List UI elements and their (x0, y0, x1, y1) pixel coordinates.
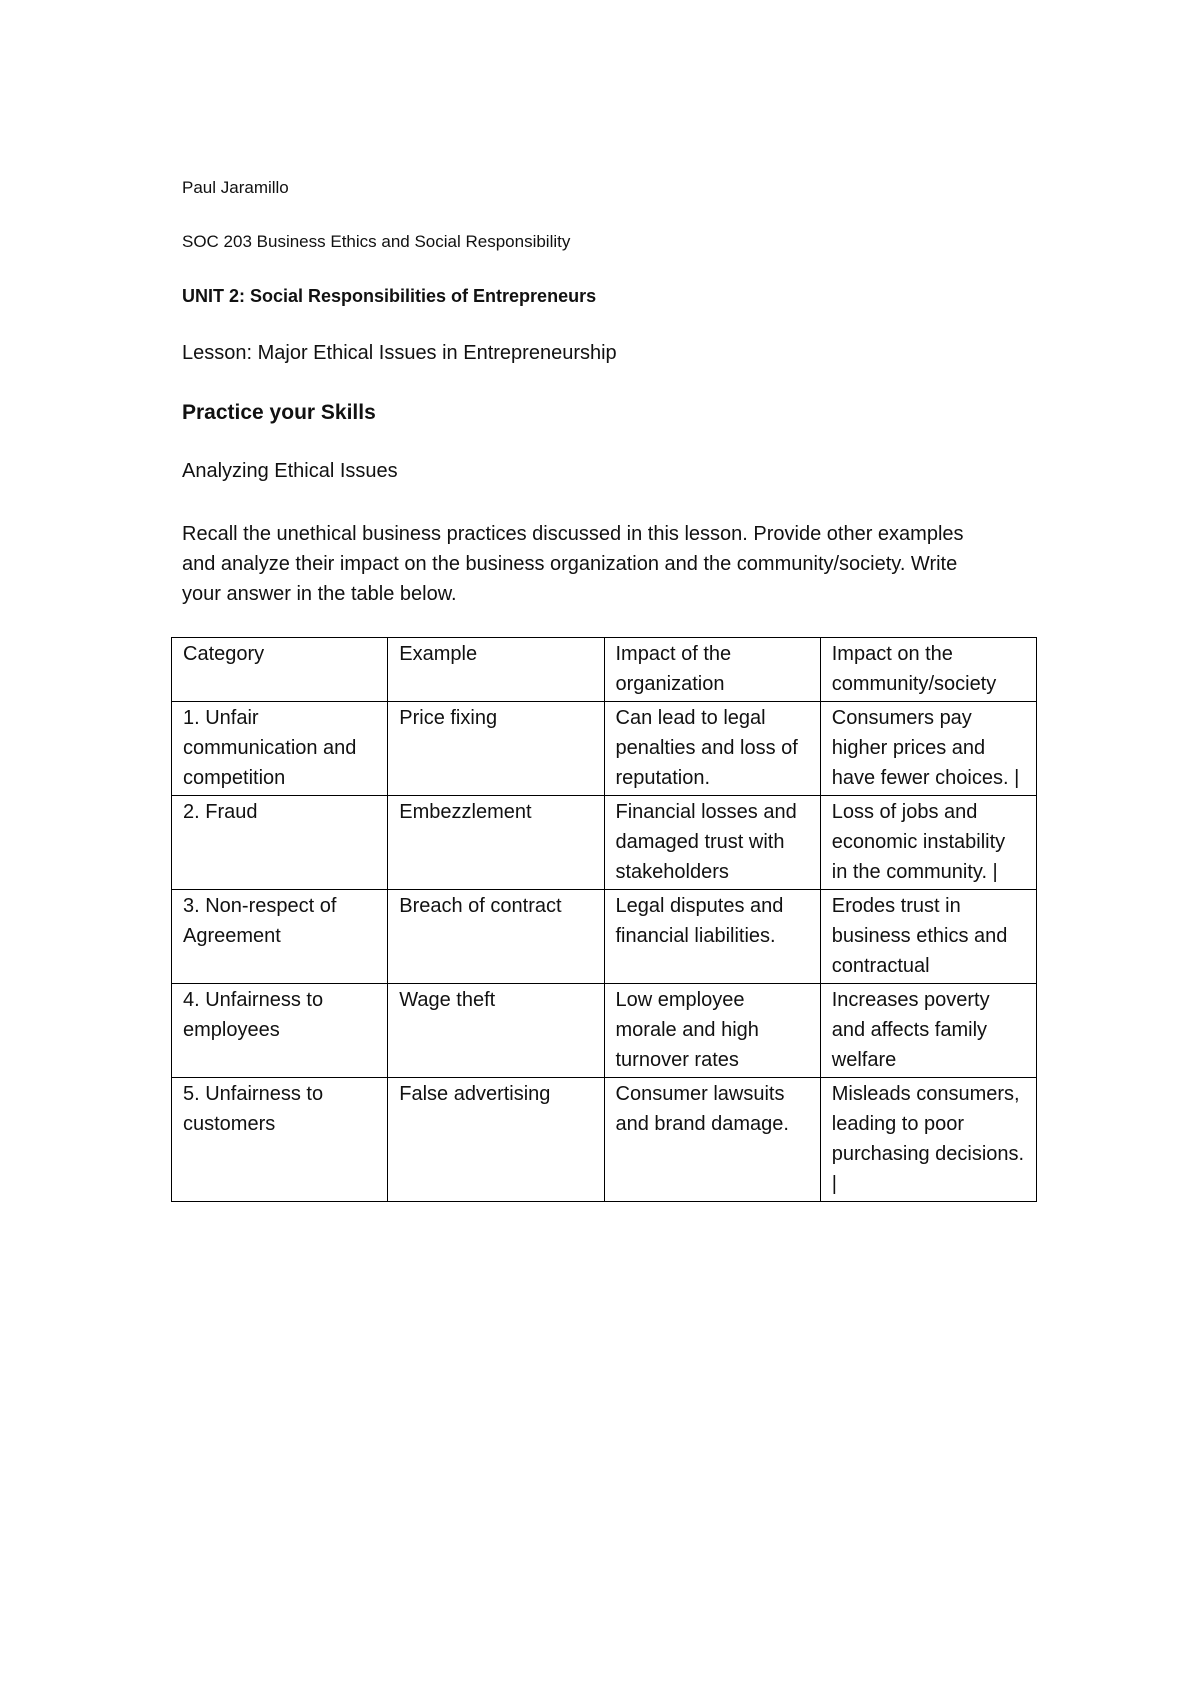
unit-title: UNIT 2: Social Responsibilities of Entrepreneurs (182, 286, 597, 306)
example-cell: Price fixing (388, 702, 604, 796)
table-header-row (172, 638, 1037, 702)
example-cell: Wage theft (388, 984, 604, 1078)
author-name: Paul Jaramillo (182, 178, 289, 197)
impact-society-cell: Loss of jobs and economic instability in the community. | (820, 796, 1036, 890)
header-impact-organization: Impact of the organization (604, 638, 820, 702)
impact-org-cell: Financial losses and damaged trust with stakeholders (604, 796, 820, 890)
impact-org-cell: Can lead to legal penalties and loss of reputation. (604, 702, 820, 796)
table-row (172, 796, 1037, 890)
header-category: Category (172, 638, 388, 702)
category-cell: 4. Unfairness to employees (172, 984, 388, 1078)
table-row (172, 702, 1037, 796)
example-cell: Breach of contract (388, 890, 604, 984)
table-row (172, 984, 1037, 1078)
impact-society-cell: Consumers pay higher prices and have fewer choices. | (820, 702, 1036, 796)
header-example: Example (388, 638, 604, 702)
example-cell: False advertising (388, 1078, 604, 1202)
category-cell: 3. Non-respect of Agreement (172, 890, 388, 984)
category-cell: 5. Unfairness to customers (172, 1078, 388, 1202)
header-impact-society: Impact on the community/society (820, 638, 1036, 702)
category-cell: 1. Unfair communication and competition (172, 702, 388, 796)
ethical-issues-table (171, 637, 1037, 1202)
instructions-paragraph: Recall the unethical business practices discussed in this lesson. Provide other examples and analyze their impact on the business organization and the community/society. Write your answer in the table below. (182, 523, 964, 605)
impact-society-cell: Increases poverty and affects family welfare (820, 984, 1036, 1078)
impact-society-cell: Erodes trust in business ethics and contractual (820, 890, 1036, 984)
practice-heading: Practice your Skills (182, 401, 376, 424)
activity-title: Analyzing Ethical Issues (182, 460, 398, 482)
impact-society-cell: Misleads consumers, leading to poor purchasing decisions. | (820, 1078, 1036, 1202)
course-title: SOC 203 Business Ethics and Social Responsibility (182, 232, 571, 251)
lesson-title: Lesson: Major Ethical Issues in Entrepreneurship (182, 342, 617, 364)
table-row (172, 890, 1037, 984)
example-cell: Embezzlement (388, 796, 604, 890)
category-cell: 2. Fraud (172, 796, 388, 890)
impact-org-cell: Consumer lawsuits and brand damage. (604, 1078, 820, 1202)
table-row (172, 1078, 1037, 1202)
impact-org-cell: Low employee morale and high turnover rates (604, 984, 820, 1078)
impact-org-cell: Legal disputes and financial liabilities. (604, 890, 820, 984)
